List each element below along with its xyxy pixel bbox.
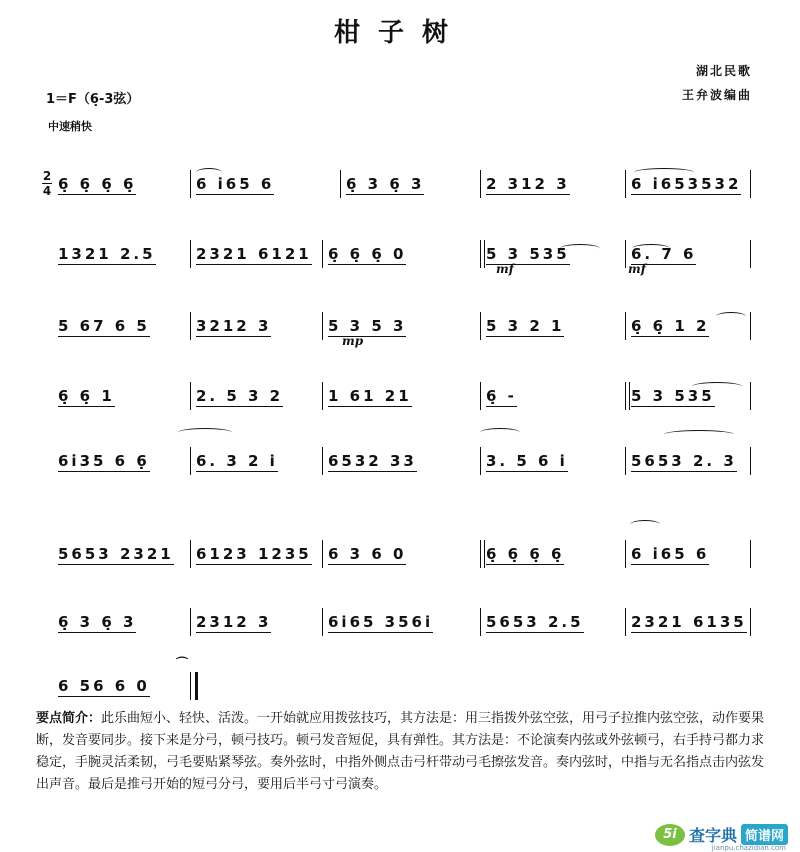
barline [190, 382, 191, 410]
note-group: 5 3 5 3 [328, 317, 407, 335]
barline [750, 312, 751, 340]
score-system [40, 382, 758, 422]
barline [750, 447, 751, 475]
barline [190, 312, 191, 340]
score-system [40, 540, 758, 580]
measure [196, 312, 316, 348]
watermark-url: jianpu.chazidian.com [711, 844, 786, 852]
measure [486, 540, 619, 576]
barline [625, 608, 626, 636]
barline [190, 447, 191, 475]
barline [190, 240, 191, 268]
note-group: 5653 2321 [58, 545, 174, 563]
barline [322, 240, 323, 268]
measure [58, 240, 184, 276]
note-group: 5 67 6 5 [58, 317, 150, 335]
page-title: 柑子树 [333, 18, 466, 48]
measure [58, 382, 184, 418]
barline [322, 540, 323, 568]
summary-text: 此乐曲短小、轻快、活泼。一开始就应用拨弦技巧，其方法是：用三指拨外弦空弦，用弓子拉推内弦空弦，动作要果断，发音要同步。接下来是分弓，顿弓技巧。顿弓发音短促，具有弹性。其方法是：不论演奏内弦或外弦顿弓，右手持弓都力求稳定，手腕灵活柔韧，弓毛要贴紧琴弦。奏外弦时，中指外侧点击弓杆带动弓毛擦弦发音。奏内弦时，中指与无名指点击内弦发出声音。最后是推弓开始的短弓分弓，要用后半弓寸弓演奏。 [36, 711, 765, 792]
measure [328, 382, 474, 418]
barline [322, 312, 323, 340]
barline [480, 240, 485, 268]
measure [196, 540, 316, 576]
measure [631, 540, 744, 576]
note-group: 5 3 535 [486, 245, 570, 263]
dynamic-marking: mf [496, 262, 514, 276]
note-group: 5 3 2 1 [486, 317, 565, 335]
measure [58, 312, 184, 348]
time-signature [42, 170, 52, 197]
note-group: 6̣ 6̣ 6̣ 0 [328, 245, 407, 263]
slur-mark [480, 428, 520, 437]
measure [58, 540, 184, 576]
slur-mark [692, 382, 742, 391]
measure [58, 170, 184, 206]
summary-label: 要点简介： [36, 711, 102, 726]
barline [625, 170, 626, 198]
watermark-badge: 简谱网 [741, 824, 788, 845]
time-sig-top: 2 [42, 169, 52, 183]
barline [625, 240, 626, 268]
measure [328, 240, 474, 276]
note-group: 2312 3 [196, 613, 272, 631]
measure [328, 608, 474, 644]
slur-mark [716, 312, 746, 321]
barline [750, 170, 751, 198]
dynamic-marking: mp [342, 334, 364, 348]
measure [58, 608, 184, 644]
note-group: 6. 3 2 i [196, 452, 278, 470]
barline [750, 608, 751, 636]
barline [750, 540, 751, 568]
dynamic-marking: mf [628, 262, 646, 276]
summary-block [36, 708, 766, 796]
slur-mark [196, 168, 222, 177]
note-group: 6532 33 [328, 452, 417, 470]
note-group: 6 3 6 0 [328, 545, 407, 563]
measure [631, 608, 747, 644]
score-system [40, 312, 758, 352]
note-group: 6̣ 3 6̣ 3 [346, 175, 425, 193]
barline [190, 540, 191, 568]
final-barline [190, 672, 198, 700]
barline [190, 170, 191, 198]
note-group: 2. 5 3 2 [196, 387, 284, 405]
barline [480, 447, 481, 475]
key-signature: 1＝F（6̣-3弦） [46, 92, 140, 107]
score-system [40, 447, 758, 487]
barline [750, 240, 751, 268]
measure [196, 382, 316, 418]
measure [58, 447, 184, 483]
note-group: 6 i̇65 6 [631, 545, 710, 563]
barline [480, 312, 481, 340]
note-group: 3. 5 6 i [486, 452, 568, 470]
barline [190, 608, 191, 636]
note-group: 6i̇35 6 6̣ [58, 452, 150, 470]
watermark-text: 查字典 [688, 826, 737, 845]
note-group: 1 61 21 [328, 387, 412, 405]
measure [328, 540, 474, 576]
time-sig-bottom: 4 [42, 184, 52, 198]
slur-mark [630, 520, 660, 529]
measure [58, 672, 184, 708]
note-group: 6̣ 6̣ 1 2 [631, 317, 710, 335]
score-system [40, 672, 758, 712]
barline [322, 382, 323, 410]
barline [480, 382, 481, 410]
note-group: 5653 2. 3 [631, 452, 737, 470]
measure [328, 447, 474, 483]
measure [196, 447, 316, 483]
song-origin: 湖北民歌 [695, 64, 752, 78]
barline [625, 382, 630, 410]
measure [196, 608, 316, 644]
note-group: 6 i̇65 6 [196, 175, 275, 193]
measure [346, 170, 474, 206]
barline [480, 540, 485, 568]
barline [480, 608, 481, 636]
measure [486, 447, 619, 483]
note-group: 6 56 6 0 [58, 677, 150, 695]
barline [480, 170, 481, 198]
slur-mark [634, 168, 694, 177]
measure [486, 608, 619, 644]
note-group: 5 3 535 [631, 387, 715, 405]
watermark [655, 823, 788, 846]
note-group: 6̣ - [486, 387, 517, 405]
measure [196, 240, 316, 276]
note-group: 6. 7 6 [631, 245, 697, 263]
arranger: 王弁波编曲 [681, 88, 752, 102]
measure [486, 312, 619, 348]
note-group: 3212 3 [196, 317, 272, 335]
note-group: 6̣ 3 6̣ 3 [58, 613, 137, 631]
barline [322, 608, 323, 636]
note-group: 6̣ 6̣ 1 [58, 387, 115, 405]
note-group: 6 i̇653532 [631, 175, 742, 193]
measure [486, 170, 619, 206]
note-group: 6̣ 6̣ 6̣ 6̣ [486, 545, 565, 563]
barline [340, 170, 341, 198]
slur-mark [178, 428, 232, 437]
note-group: 6123 1235 [196, 545, 312, 563]
note-group: 6i65 356i [328, 613, 434, 631]
barline [750, 382, 751, 410]
barline [625, 540, 626, 568]
note-group: 2 312 3 [486, 175, 570, 193]
note-group: 6̣ 6̣ 6̣ 6̣ [58, 175, 137, 193]
barline [625, 447, 626, 475]
watermark-logo-icon: 5i [655, 824, 685, 846]
slur-mark [632, 244, 670, 253]
note-group: 2321 6135 [631, 613, 747, 631]
barline [322, 447, 323, 475]
slur-mark [560, 244, 600, 253]
barline [625, 312, 626, 340]
note-group: 1321 2.5 [58, 245, 156, 263]
slur-mark [664, 430, 734, 439]
measure [486, 382, 619, 418]
measure [631, 447, 744, 483]
note-group: 5653 2.5 [486, 613, 584, 631]
fermata-icon: ⌒ [176, 656, 189, 670]
note-group: 2321 6121 [196, 245, 312, 263]
score-system [40, 608, 758, 648]
tempo-marking: 中速稍快 [48, 120, 92, 133]
